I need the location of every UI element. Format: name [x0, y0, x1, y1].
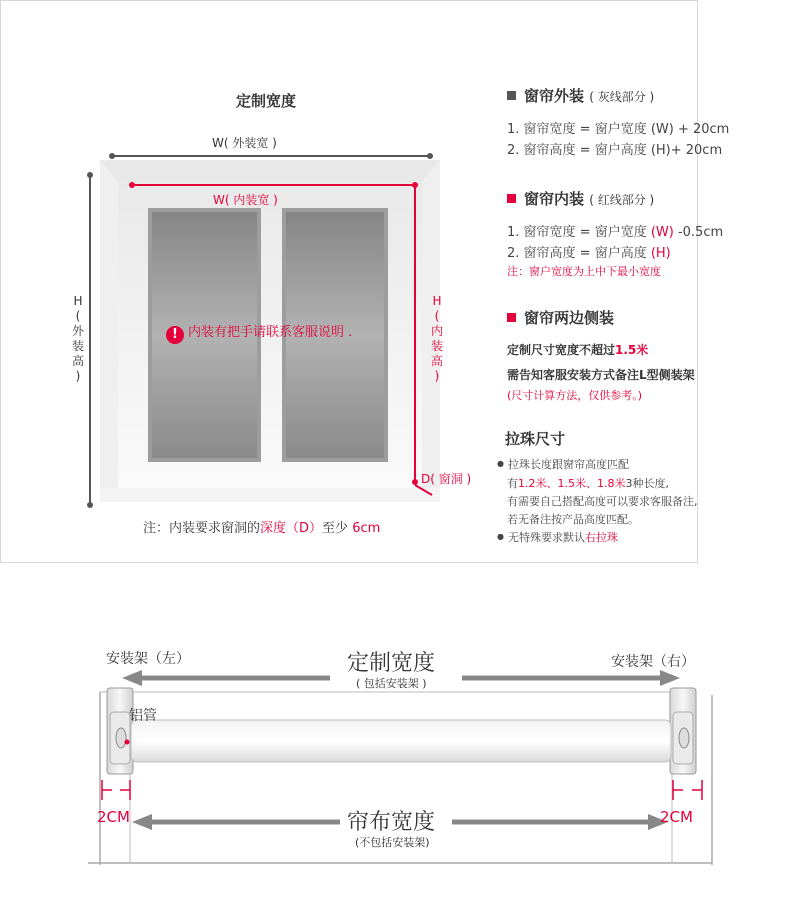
side-section-title: [507, 307, 614, 328]
outer-line-1: 1. 窗帘宽度 = 窗户宽度 (W) + 20cm: [507, 122, 730, 137]
bullet-icon: ●: [497, 459, 504, 468]
inner-height-char: (: [434, 309, 440, 323]
depth-label: D( 窗洞 ): [421, 472, 472, 486]
bracket-right-label: 安装架（右）: [611, 654, 695, 670]
outer-title-sub: ( 灰线部分 ): [589, 90, 655, 104]
tube-label: 铝管: [129, 708, 157, 724]
outer-width-label: W( 外装宽 ): [212, 136, 277, 150]
depth-note-prefix: 注：内装要求窗洞的: [143, 521, 261, 536]
inner-note: 注：窗户宽度为上中下最小宽度: [507, 265, 661, 278]
warning-text: 内装有把手请联系客服说明 .: [188, 325, 353, 340]
side-line-1: [507, 341, 648, 358]
depth-note-value: 6cm: [352, 521, 381, 536]
gap-right-label: 2CM: [660, 808, 693, 826]
bead-line-1: [497, 456, 629, 472]
outer-height-label: [70, 294, 86, 384]
sill: [100, 488, 440, 502]
bracket-right-pin: [679, 728, 689, 748]
red-square-icon: [507, 194, 516, 203]
gap-left-label: 2CM: [97, 808, 130, 826]
inner-line-1: [507, 221, 723, 240]
inner-width-label: W( 内装宽 ): [213, 193, 278, 207]
inner-height-char: 高: [430, 354, 443, 368]
outer-height-char: H: [73, 294, 83, 308]
inner-title-text: 窗帘内装: [524, 190, 585, 208]
diagram-title: 定制宽度: [236, 92, 297, 110]
bead-line-4: 若无备注按产品高度匹配。: [507, 513, 639, 526]
bead-section-title: 拉珠尺寸: [505, 430, 566, 448]
depth-note-depth: 深度（D）: [260, 521, 323, 536]
inner-height-label: [429, 294, 445, 384]
fabric-width-title: 帘布宽度: [347, 810, 436, 835]
inner-height-char: 内: [430, 324, 443, 338]
depth-note: [143, 517, 380, 536]
bead-line-2-prefix: 有: [507, 477, 518, 490]
side-title-text: 窗帘两边侧装: [524, 309, 615, 327]
side-line-2: 需告知客服安装方式备注L型侧装架: [507, 368, 695, 382]
top-arrow-right-head: [660, 670, 680, 686]
warning-icon: !: [166, 326, 184, 344]
bead-line-5: [497, 529, 618, 545]
outer-height-char: (: [75, 309, 81, 323]
outer-height-end-top: [87, 172, 93, 178]
recess-left: [100, 160, 118, 500]
bead-line-5-value: 右拉珠: [584, 531, 618, 544]
inner-height-char: ): [434, 369, 440, 383]
inner-height-char: 装: [430, 339, 443, 353]
custom-width-sub: ( 包括安装架 ): [356, 677, 427, 690]
outer-height-end-bottom: [87, 502, 93, 508]
fabric-arrow-left-head: [132, 814, 152, 830]
side-line-1-prefix: 定制尺寸宽度不超过: [507, 343, 616, 357]
outer-width-end-right: [427, 153, 433, 159]
bullet-icon: ●: [497, 532, 504, 541]
bead-dot: [125, 740, 130, 745]
inner-line-1-prefix: 1. 窗帘宽度 = 窗户宽度: [507, 225, 651, 240]
bracket-left-pin: [116, 728, 126, 748]
outer-height-char: 外: [71, 324, 84, 338]
inner-line-2-var: (H): [650, 246, 671, 261]
outer-section-title: [507, 85, 654, 106]
inner-title-sub: ( 红线部分 ): [589, 193, 655, 207]
bead-line-3: 有需要自己搭配高度可以要求客服备注,: [507, 495, 698, 508]
bead-line-2: [507, 475, 669, 491]
inner-width-end-left: [129, 182, 135, 188]
inner-line-2-prefix: 2. 窗帘高度 = 窗户高度: [507, 246, 651, 261]
bead-line-1-text: 拉珠长度跟窗帘高度匹配: [507, 458, 629, 471]
red-square-icon: [507, 313, 516, 322]
bead-line-2-suffix: 3种长度,: [625, 477, 669, 490]
outer-height-char: 装: [71, 339, 84, 353]
inner-line-1-var: (W): [650, 225, 674, 240]
fabric-width-sub: (不包括安装架): [355, 836, 430, 849]
outer-height-char: ): [75, 369, 81, 383]
outer-height-char: 高: [71, 354, 84, 368]
inner-line-2: [507, 242, 671, 261]
outer-line-2: 2. 窗帘高度 = 窗户高度 (H)+ 20cm: [507, 143, 723, 158]
gray-square-icon: [507, 91, 516, 100]
top-arrow-left-head: [122, 670, 142, 686]
aluminum-tube: [131, 720, 671, 762]
depth-note-mid: 至少: [322, 521, 349, 536]
side-line-1-value: 1.5米: [615, 343, 649, 357]
outer-width-end-left: [109, 153, 115, 159]
outer-title-text: 窗帘外装: [524, 87, 585, 105]
inner-section-title: [507, 188, 654, 209]
inner-height-char: H: [432, 294, 442, 308]
custom-width-title: 定制宽度: [347, 651, 436, 676]
inner-line-1-suffix: -0.5cm: [673, 225, 724, 240]
recess-top: [100, 160, 440, 182]
handle-warning: [166, 321, 352, 344]
bracket-left-label: 安装架（左）: [106, 651, 190, 667]
side-line-3: (尺寸计算方法，仅供参考。): [507, 389, 643, 402]
bead-line-2-values: 1.2米、1.5米、1.8米: [518, 477, 626, 490]
bead-line-5-prefix: 无特殊要求默认: [507, 531, 585, 544]
inner-height-end-bottom: [412, 479, 418, 485]
